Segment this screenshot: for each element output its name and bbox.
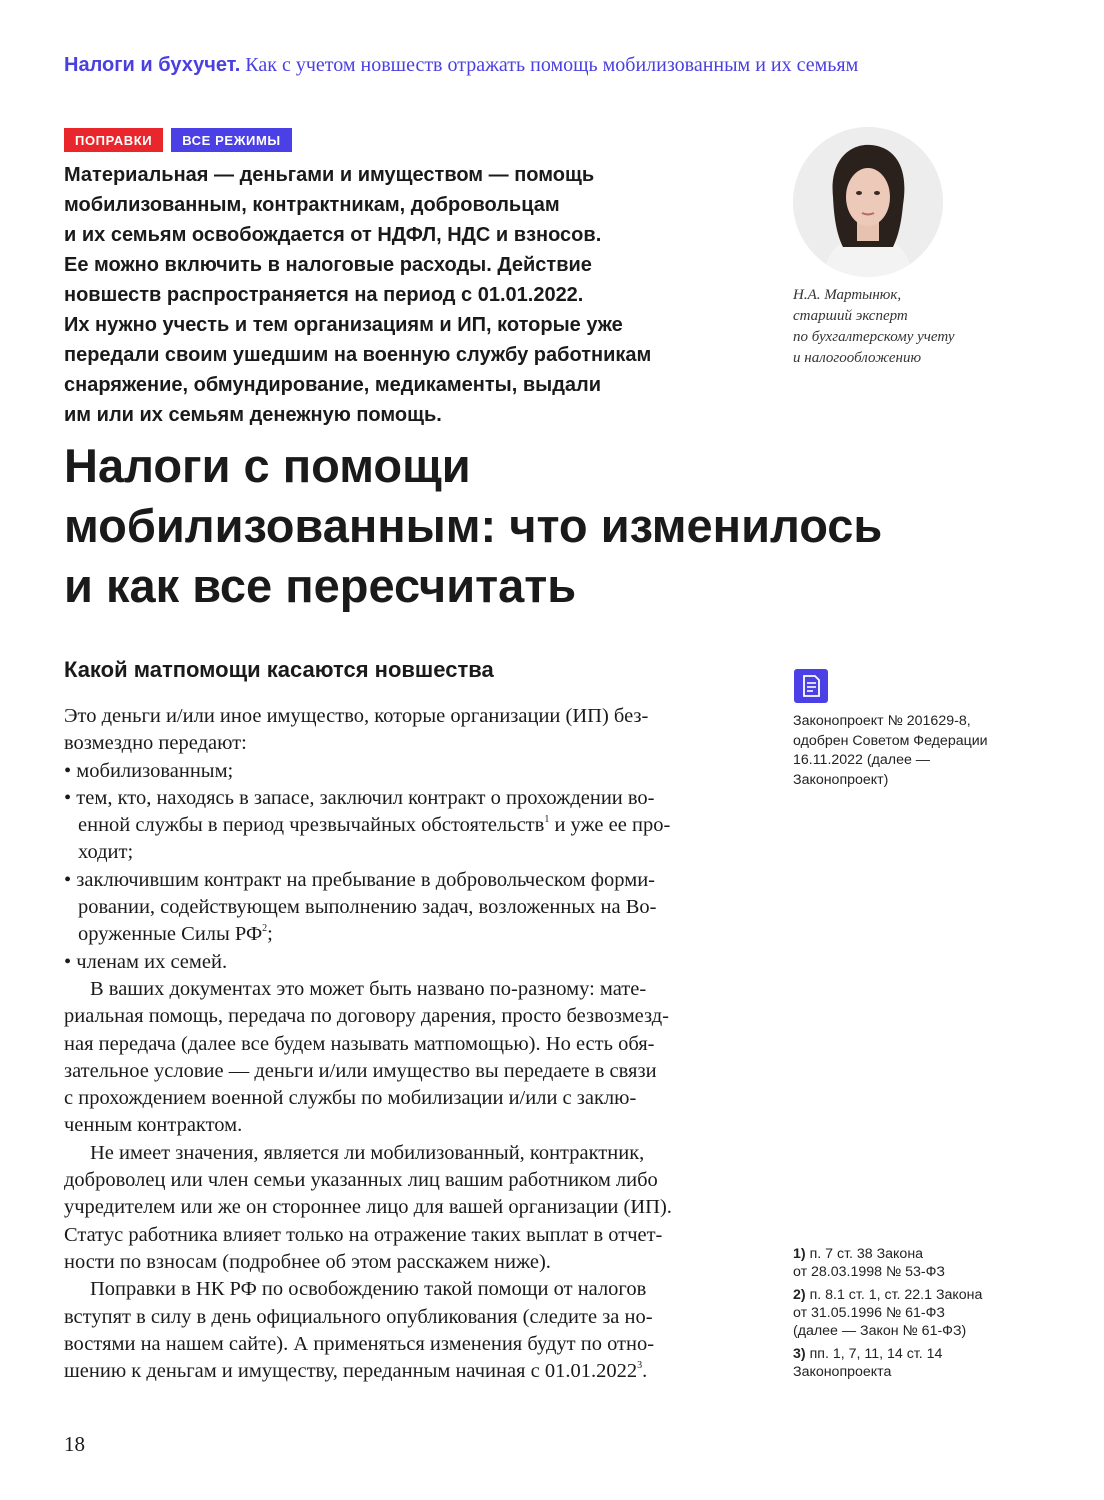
sidenote-line: 16.11.2022 (далее — [793, 752, 930, 768]
sidenote-line: Законопроект № 201629-8, [793, 713, 971, 729]
body-line: возмездно передают: [64, 732, 247, 755]
tag-all-regimes: ВСЕ РЕЖИМЫ [171, 128, 292, 152]
body-line: ченным контрактом. [64, 1114, 243, 1137]
body-line: зательное условие — деньги и/или имущество вы передаете в связи [64, 1059, 657, 1082]
body-line: доброволец или член семьи указанных лиц вашим работником либо [64, 1169, 658, 1192]
body-line: ная передача (далее все будем называть матпомощью). Но есть обя- [64, 1032, 655, 1055]
lead-paragraph [64, 160, 754, 430]
lead-line: Материальная — деньгами и имуществом — помощь [64, 164, 595, 186]
body-line: ности по взносам (подробнее об этом расскажем ниже). [64, 1250, 551, 1273]
sidenote-line: Законопроект) [793, 771, 889, 788]
footnote-number: 2) [793, 1287, 806, 1303]
document-icon [794, 669, 828, 703]
lead-line: и их семьям освобождается от НДФЛ, НДС и взносов. [64, 224, 602, 246]
sidenote-line: одобрен Советом Федерации [793, 732, 988, 749]
header-subtitle: Как с учетом новшеств отражать помощь мобилизованным и их семьям [245, 54, 859, 76]
footnote-ref[interactable]: 2 [262, 923, 268, 935]
sidenote [793, 712, 1023, 790]
bullet-continuation: оруженные Силы $РФ^2$; [78, 923, 273, 946]
bullet-continuation: ровании, содействующем выполнению задач, возложенных на Во- [78, 896, 657, 919]
footnote-1: 1) п. 7 ст. 38 Закона от 28.03.1998 № 53-ФЗ [793, 1246, 945, 1280]
article-body [64, 703, 754, 1385]
footnote-number: 1) [793, 1246, 806, 1262]
footnotes [793, 1245, 1023, 1386]
author-name: Н.А. Мартынюк, [793, 287, 902, 303]
article-title [64, 436, 1064, 616]
body-line: учредителем или же он стороннее лицо для вашей организации (ИП). [64, 1196, 672, 1219]
lead-line: Их нужно учесть и тем организациям и ИП, которые уже [64, 314, 623, 336]
body-line: с прохождением военной службы по мобилизации и/или с заклю- [64, 1087, 637, 1110]
bullet-item: • тем, кто, находясь в запасе, заключил контракт о прохождении во- [64, 786, 655, 809]
footnote-ref[interactable]: 1 [544, 814, 550, 826]
body-line: Поправки в НК РФ по освобождению такой помощи от налогов [90, 1278, 647, 1301]
body-line: востями на нашем сайте). А применяться изменения будут по отно- [64, 1332, 655, 1355]
footnote-2: 2) п. 8.1 ст. 1, ст. 22.1 Закона от 31.05.1996 № 61-ФЗ (далее — Закон № 61-ФЗ) [793, 1287, 983, 1339]
body-line: вступят в силу в день официального опубликования (следите за но- [64, 1305, 653, 1328]
body-line: В ваших документах это может быть названо по-разному: мате- [90, 977, 647, 1000]
bullet-item: • членам их семей. [64, 950, 228, 973]
bullet-continuation: енной службы в период чрезвычайных обстоятельств$^1$ и уже ее про- [78, 814, 671, 837]
body-line: шению к деньгам и имуществу, переданным начиная с 01.01.2022$^3$. [64, 1360, 648, 1383]
tag-amendments: ПОПРАВКИ [64, 128, 163, 152]
lead-line: им или их семьям денежную помощь. [64, 404, 442, 426]
author-photo [793, 127, 943, 277]
bullet-item: • заключившим контракт на пребывание в добровольческом форми- [64, 868, 655, 891]
tag-row [64, 128, 292, 152]
page-number: 18 [64, 1432, 85, 1456]
bullet-item: • мобилизованным; [64, 759, 234, 782]
title-line: Налоги с помощи [64, 439, 471, 492]
lead-line: новшеств распространяется на период с 01.01.2022. [64, 284, 584, 306]
footnote-number: 3) [793, 1346, 806, 1362]
author-caption [793, 285, 1023, 369]
section-heading: Какой матпомощи касаются новшества [64, 657, 494, 682]
title-line: мобилизованным: что изменилось [64, 499, 883, 552]
header-section: Налоги и бухучет. [64, 54, 241, 76]
footnote-3: 3) пп. 1, 7, 11, 14 ст. 14 Законопроекта [793, 1346, 943, 1380]
running-header [64, 54, 1064, 77]
body-line: Это деньги и/или иное имущество, которые организации (ИП) без- [64, 705, 649, 727]
body-line: Не имеет значения, является ли мобилизованный, контрактник, [90, 1141, 645, 1164]
body-line: Статус работника влияет только на отражение таких выплат в отчет- [64, 1223, 663, 1246]
footnote-ref[interactable]: 3 [637, 1360, 643, 1372]
lead-line: передали своим ушедшим на военную службу работникам [64, 344, 652, 366]
lead-line: Ее можно включить в налоговые расходы. Действие [64, 254, 592, 276]
author-role-line: старший эксперт [793, 308, 908, 324]
author-role-line: и налогообложению [793, 350, 922, 366]
lead-line: снаряжение, обмундирование, медикаменты, выдали [64, 374, 602, 396]
bullet-continuation: ходит; [78, 841, 134, 864]
body-line: риальная помощь, передача по договору дарения, просто безвозмезд- [64, 1005, 670, 1028]
author-role-line: по бухгалтерскому учету [793, 329, 955, 345]
title-line: и как все пересчитать [64, 559, 577, 612]
lead-line: мобилизованным, контрактникам, добровольцам [64, 194, 560, 216]
